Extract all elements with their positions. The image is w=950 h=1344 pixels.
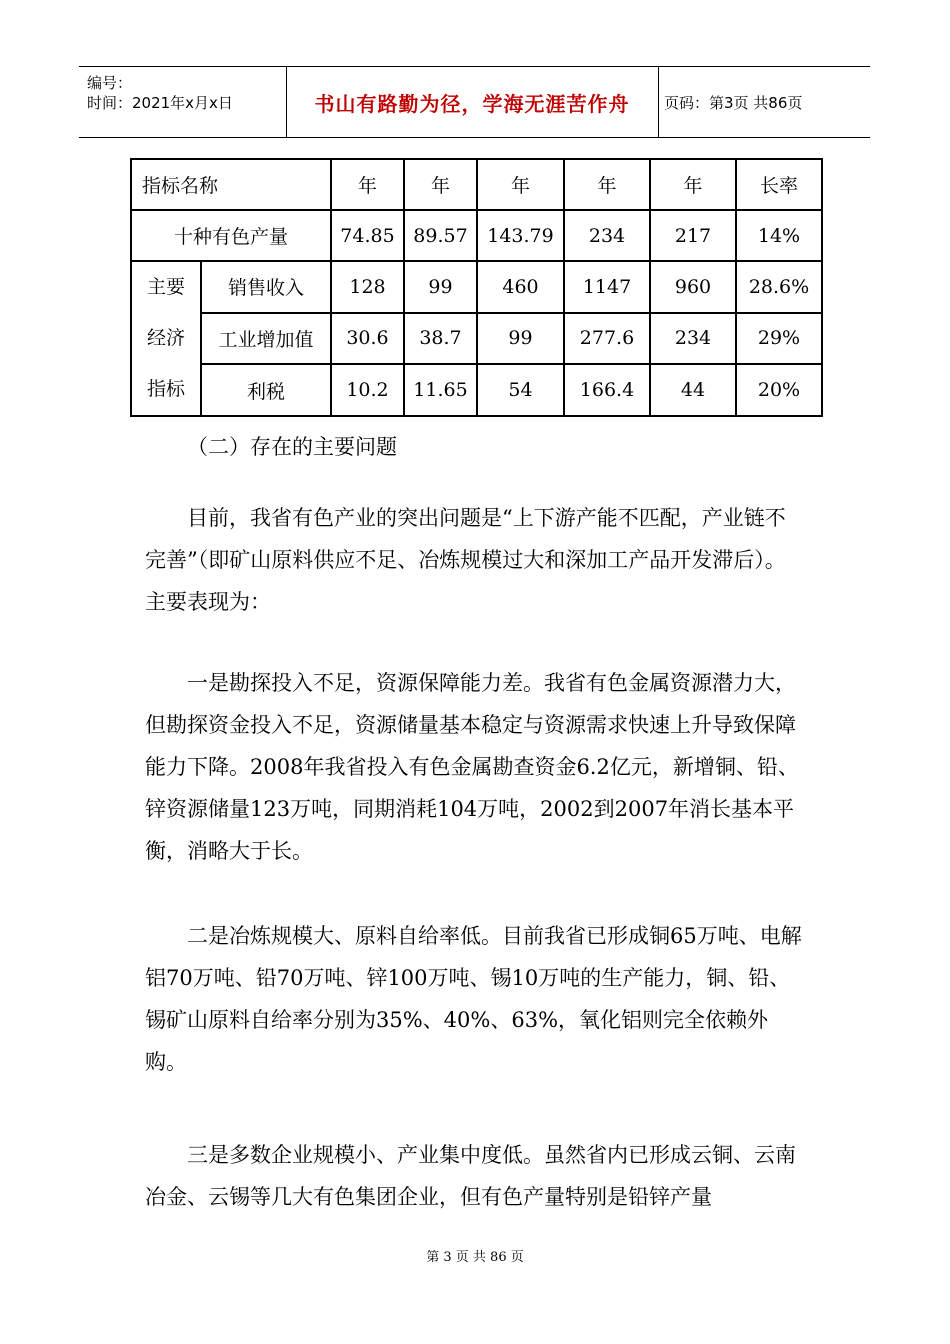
table-cell: 28.6% bbox=[736, 261, 822, 313]
table-cell: 234 bbox=[650, 313, 736, 365]
table-cell: 166.4 bbox=[564, 364, 650, 416]
header-divider bbox=[658, 67, 659, 137]
group-label-line: 主要 bbox=[146, 276, 185, 298]
table-cell: 44 bbox=[650, 364, 736, 416]
group-label-line: 经济 bbox=[146, 327, 185, 349]
table-cell: 29% bbox=[736, 313, 822, 365]
table-cell: 89.57 bbox=[404, 210, 477, 261]
table-cell: 99 bbox=[404, 261, 477, 313]
table-row bbox=[131, 210, 822, 261]
table-row bbox=[131, 364, 822, 416]
page-footer: 第 3 页 共 86 页 bbox=[426, 1250, 524, 1265]
economic-indicators-table bbox=[130, 158, 823, 417]
table-row bbox=[131, 313, 822, 365]
table-cell: 74.85 bbox=[331, 210, 404, 261]
table-header-cell: 年 bbox=[650, 159, 736, 210]
table-cell: 960 bbox=[650, 261, 736, 313]
table-cell: 利税 bbox=[201, 364, 331, 416]
table-cell: 54 bbox=[477, 364, 564, 416]
table-cell: 10.2 bbox=[331, 364, 404, 416]
section-title: （二）存在的主要问题 bbox=[187, 435, 397, 459]
page-header bbox=[79, 66, 870, 138]
table-header-cell: 指标名称 bbox=[131, 159, 331, 210]
table-header-cell: 年 bbox=[564, 159, 650, 210]
table-cell: 工业增加值 bbox=[201, 313, 331, 365]
table-cell: 十种有色产量 bbox=[131, 210, 331, 261]
header-page-number: 页码：第3页 共86页 bbox=[664, 93, 803, 112]
table-header-cell: 长率 bbox=[736, 159, 822, 210]
group-label-line: 指标 bbox=[146, 378, 185, 400]
table-cell: 277.6 bbox=[564, 313, 650, 365]
paragraph: 一是勘探投入不足，资源保障能力差。我省有色金属资源潜力大，但勘探资金投入不足，资源储量基本稳定与资源需求快速上升导致保障能力下降。2008年我省投入有色金属勘查资金6.2亿元，新增铜、铅、锌资源储量123万吨，同期消耗104万吨，2002到2007年消长基本平衡，消略大于长。 bbox=[145, 671, 799, 863]
table-cell: 99 bbox=[477, 313, 564, 365]
table-header-row bbox=[131, 159, 822, 210]
table-cell: 460 bbox=[477, 261, 564, 313]
table-cell: 38.7 bbox=[404, 313, 477, 365]
document-date: 时间：2021年x月x日 bbox=[87, 94, 233, 112]
table-header-cell: 年 bbox=[477, 159, 564, 210]
table-group-label bbox=[131, 261, 201, 416]
table-row bbox=[131, 261, 822, 313]
table-cell: 30.6 bbox=[331, 313, 404, 365]
table-cell: 143.79 bbox=[477, 210, 564, 261]
document-number: 编号： bbox=[87, 74, 133, 92]
header-motto: 书山有路勤为径，学海无涯苦作舟 bbox=[314, 91, 630, 116]
paragraph: 二是冶炼规模大、原料自给率低。目前我省已形成铜65万吨、电解铝70万吨、铅70万吨、锌100万吨、锡10万吨的生产能力，铜、铅、锡矿山原料自给率分别为35%、40%、63%，氧化铝则完全依赖外购。 bbox=[145, 924, 802, 1074]
table-header-cell: 年 bbox=[331, 159, 404, 210]
table-cell: 销售收入 bbox=[201, 261, 331, 313]
table-cell: 20% bbox=[736, 364, 822, 416]
table-cell: 14% bbox=[736, 210, 822, 261]
paragraph: 目前，我省有色产业的突出问题是“上下游产能不匹配，产业链不完善”（即矿山原料供应不足、冶炼规模过大和深加工产品开发滞后）。主要表现为： bbox=[145, 506, 786, 614]
table-cell: 217 bbox=[650, 210, 736, 261]
table-header-cell: 年 bbox=[404, 159, 477, 210]
table-cell: 128 bbox=[331, 261, 404, 313]
table-cell: 234 bbox=[564, 210, 650, 261]
table-cell: 11.65 bbox=[404, 364, 477, 416]
paragraph: 三是多数企业规模小、产业集中度低。虽然省内已形成云铜、云南冶金、云锡等几大有色集团企业，但有色产量特别是铅锌产量 bbox=[145, 1143, 796, 1209]
header-meta bbox=[87, 73, 233, 113]
table-cell: 1147 bbox=[564, 261, 650, 313]
